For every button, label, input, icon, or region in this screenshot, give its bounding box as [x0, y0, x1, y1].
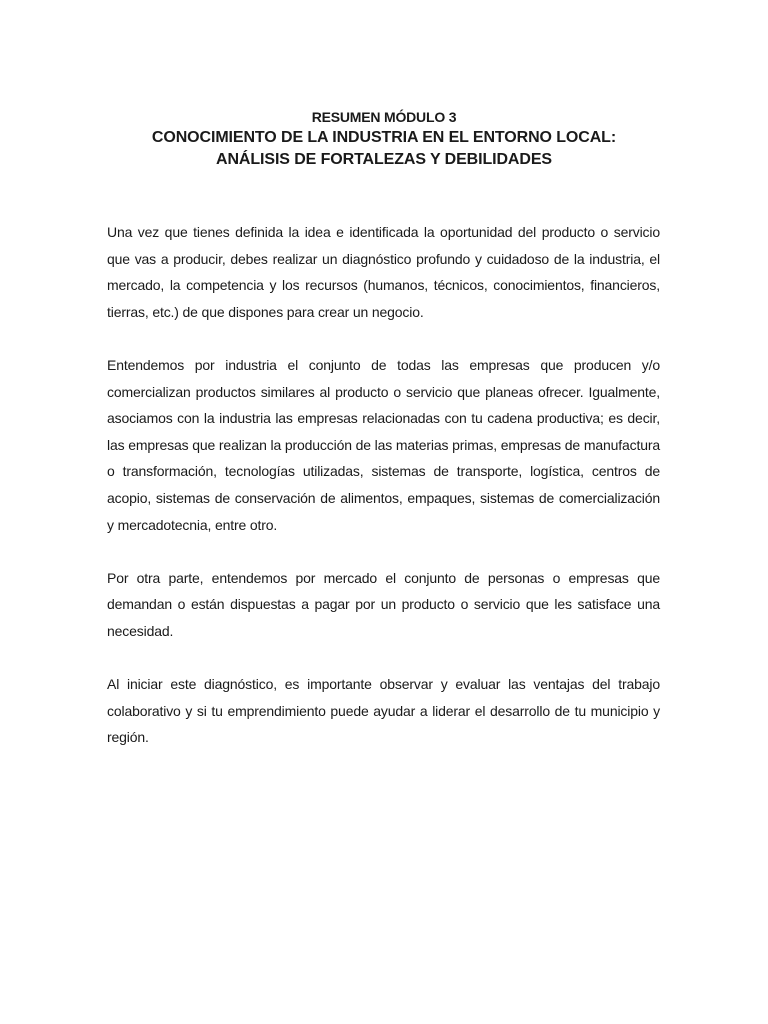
paragraph-3: Por otra parte, entendemos por mercado el conjunto de personas o empresas que demandan o están dispuestas a pagar por un producto o servicio que les satisface una necesidad.: [107, 569, 660, 639]
paragraph-2: Entendemos por industria el conjunto de todas las empresas que producen y/o comercializan productos similares al producto o servicio que planeas ofrecer. Igualmente, asociamos con la industria las empresas relacionadas con tu cadena productiva; es decir, las empresas que realizan la producción de las materias primas, empresas de manufactura o transformación, tecnologías utilizadas, sistemas de transporte, logística, centros de acopio, sistemas de conservación de alimentos, empaques, sistemas de comercialización y mercadotecnia, entre otro.: [107, 356, 660, 533]
paragraph-4: Al iniciar este diagnóstico, es importante observar y evaluar las ventajas del trabajo colaborativo y si tu emprendimiento puede ayudar a liderar el desarrollo de tu municipio y región.: [107, 676, 660, 746]
document-header: [0, 107, 768, 171]
module-label: RESUMEN MÓDULO 3: [311, 109, 457, 125]
paragraph-1: Una vez que tienes definida la idea e identificada la oportunidad del producto o servicio que vas a producir, debes realizar un diagnóstico profundo y cuidadoso de la industria, el mercado, la competencia y los recursos (humanos, técnicos, conocimientos, financieros, tierras, etc.) de que dispones para crear un negocio.: [107, 224, 660, 320]
document-title-line-1: CONOCIMIENTO DE LA INDUSTRIA EN EL ENTORNO LOCAL:: [151, 129, 617, 146]
document-title-line-2: ANÁLISIS DE FORTALEZAS Y DEBILIDADES: [216, 151, 552, 168]
document-body: [107, 219, 660, 777]
